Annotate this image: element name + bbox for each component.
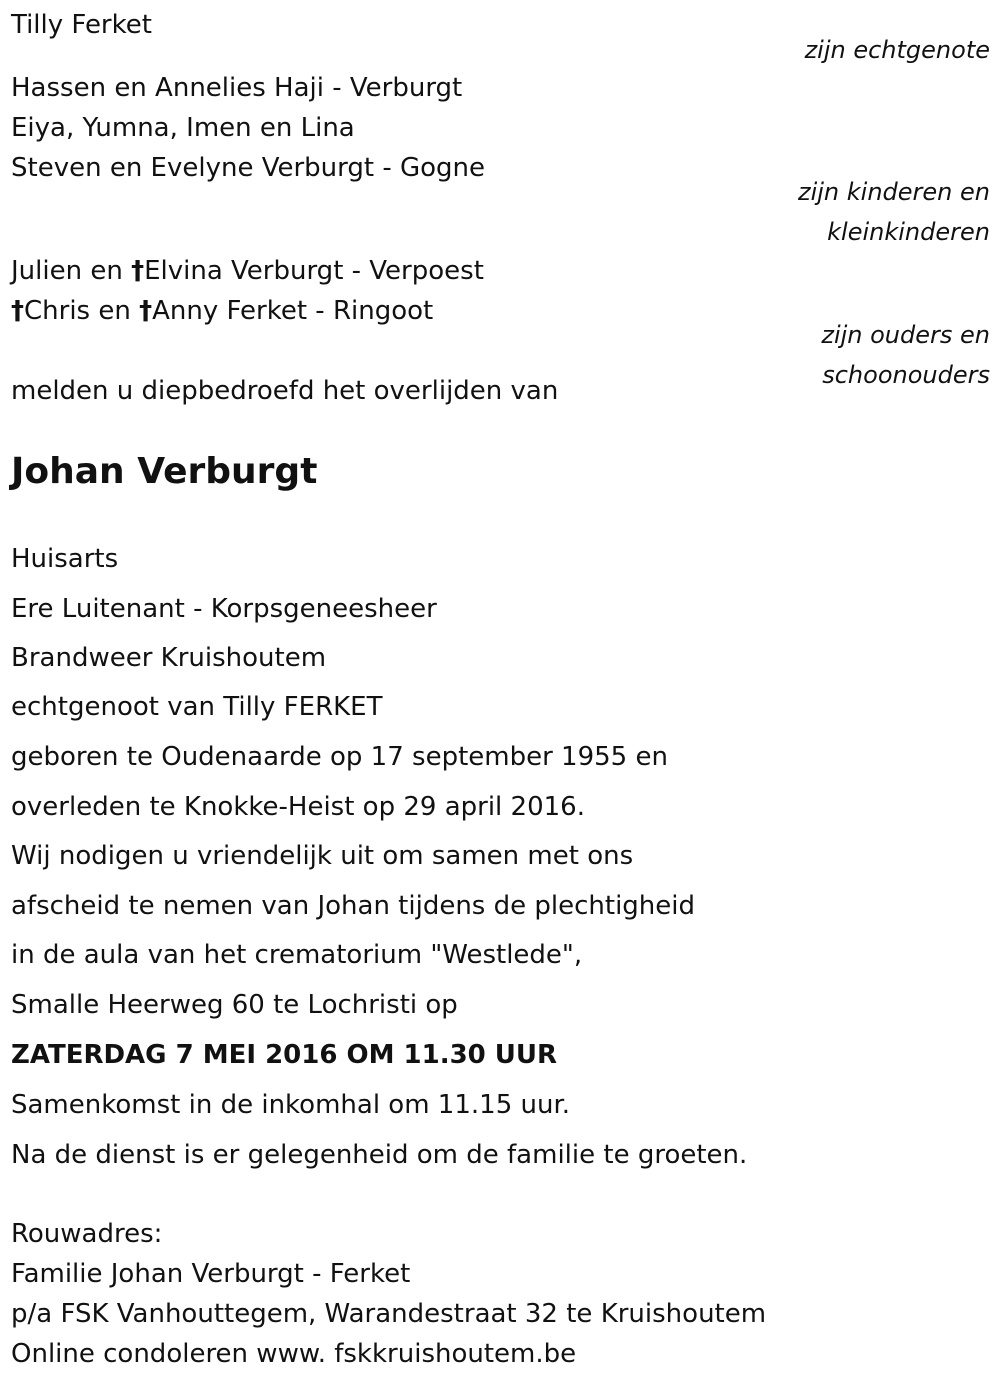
spouse-name: Tilly Ferket [11, 10, 152, 40]
after-line: Na de dienst is er gelegenheid om de familie te groeten. [11, 1140, 748, 1170]
children-line: Eiya, Yumna, Imen en Lina [11, 113, 355, 143]
address-line: p/a FSK Vanhouttegem, Warandestraat 32 te Kruishoutem [11, 1299, 767, 1329]
address-line: Familie Johan Verburgt - Ferket [11, 1259, 411, 1289]
detail-line: echtgenoot van Tilly FERKET [11, 692, 383, 722]
ceremony-datetime: ZATERDAG 7 MEI 2016 OM 11.30 UUR [11, 1040, 558, 1070]
address-line: Online condoleren www. fskkruishoutem.be [11, 1339, 577, 1369]
cross-icon: † [139, 296, 153, 326]
children-line: Steven en Evelyne Verburgt - Gogne [11, 153, 486, 183]
children-role-line2: kleinkinderen [827, 218, 990, 246]
detail-line: overleden te Knokke-Heist op 29 april 2016. [11, 792, 585, 822]
detail-line: afscheid te nemen van Johan tijdens de plechtigheid [11, 891, 695, 921]
address-heading: Rouwadres: [11, 1219, 163, 1249]
detail-line: Ere Luitenant - Korpsgeneesheer [11, 594, 437, 624]
parents-role-line2: schoonouders [822, 361, 990, 389]
parents-line-1-b: Elvina Verburgt - Verpoest [144, 256, 484, 286]
parents-line-2-a: Chris en [24, 296, 140, 326]
children-role-line1: zijn kinderen en [798, 178, 990, 206]
parents-line-1-a: Julien en [11, 256, 132, 286]
cross-icon: † [11, 296, 24, 326]
detail-line: Brandweer Kruishoutem [11, 643, 327, 673]
deceased-name: Johan Verburgt [11, 451, 318, 492]
parents-line-2 [11, 294, 433, 328]
detail-line: in de aula van het crematorium "Westlede", [11, 940, 583, 970]
after-line: Samenkomst in de inkomhal om 11.15 uur. [11, 1090, 571, 1120]
parents-line-1 [11, 254, 484, 288]
detail-line: Wij nodigen u vriendelijk uit om samen met ons [11, 841, 634, 871]
intro-text: melden u diepbedroefd het overlijden van [11, 376, 559, 406]
spouse-role: zijn echtgenote [804, 36, 990, 64]
detail-line: geboren te Oudenaarde op 17 september 1955 en [11, 742, 668, 772]
parents-role-line1: zijn ouders en [821, 321, 990, 349]
detail-line: Huisarts [11, 544, 119, 574]
detail-line: Smalle Heerweg 60 te Lochristi op [11, 990, 458, 1020]
parents-line-2-b: Anny Ferket - Ringoot [152, 296, 434, 326]
cross-icon: † [131, 256, 145, 286]
children-line: Hassen en Annelies Haji - Verburgt [11, 73, 463, 103]
